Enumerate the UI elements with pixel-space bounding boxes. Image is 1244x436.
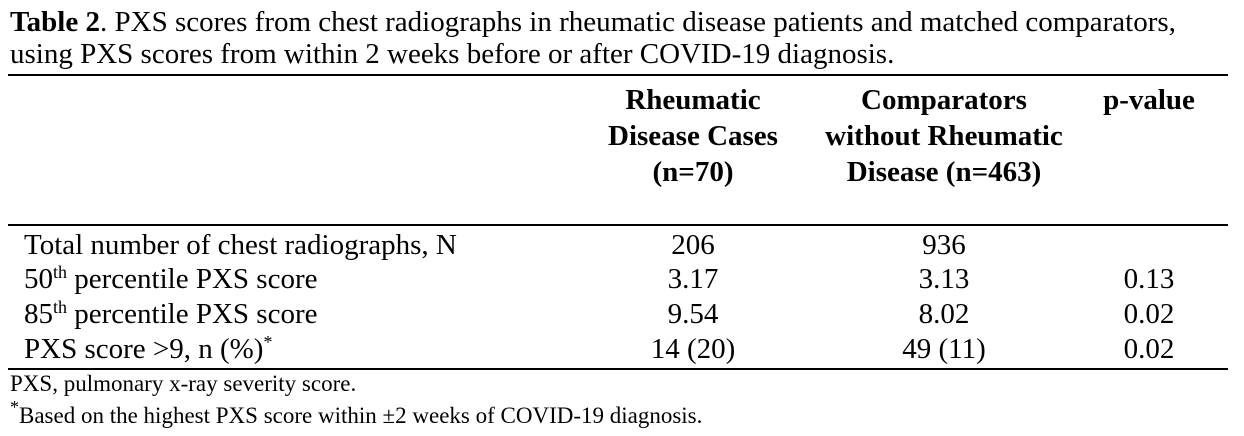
row-label: 50th percentile PXS score <box>24 262 318 295</box>
footnote-asterisk: *Based on the highest PXS score within ±2 weeks of COVID-19 diagnosis. <box>10 397 703 428</box>
cell-p-value: 0.13 <box>1123 263 1175 295</box>
table-row-85th-percentile <box>0 297 1244 332</box>
cell-p-value: 0.02 <box>1123 298 1175 330</box>
cell-p-value: 0.02 <box>1123 333 1175 365</box>
cell-rheumatic: 206 <box>671 229 715 261</box>
table-header-rule <box>8 224 1228 226</box>
cell-comparators: 936 <box>922 229 966 261</box>
table-row-total-radiographs <box>0 228 1244 263</box>
table-top-rule <box>8 74 1228 76</box>
cell-rheumatic: 14 (20) <box>650 333 736 365</box>
row-label: PXS score >9, n (%)* <box>24 332 273 365</box>
cell-comparators: 3.13 <box>918 263 970 295</box>
table-row-pxs-score-above-9 <box>0 332 1244 367</box>
column-header-rheumatic-cases: Rheumatic Disease Cases (n=70) <box>608 84 778 188</box>
table-caption <box>10 6 1230 70</box>
row-label-superscript: th <box>53 297 68 317</box>
row-label-superscript: * <box>263 332 273 352</box>
cell-comparators: 49 (11) <box>902 333 986 365</box>
footnote-abbreviation: PXS, pulmonary x-ray severity score. <box>10 371 357 396</box>
table-row-50th-percentile <box>0 262 1244 297</box>
column-header-p-value: p-value <box>1103 84 1195 116</box>
row-label: 85th percentile PXS score <box>24 297 318 330</box>
row-label-superscript: th <box>53 262 68 282</box>
table-caption-text: . PXS scores from chest radiographs in rheumatic disease patients and matched comparators, using PXS scores from within 2 weeks before or after COVID-19 diagnosis. <box>10 6 1176 70</box>
row-label: Total number of chest radiographs, N <box>24 229 457 261</box>
cell-rheumatic: 3.17 <box>667 263 719 295</box>
table-caption-label: Table 2 <box>10 6 100 38</box>
footnote-marker: * <box>10 397 19 417</box>
cell-comparators: 8.02 <box>918 298 970 330</box>
cell-rheumatic: 9.54 <box>667 298 719 330</box>
column-header-comparators: Comparators without Rheumatic Disease (n=463) <box>825 84 1063 188</box>
